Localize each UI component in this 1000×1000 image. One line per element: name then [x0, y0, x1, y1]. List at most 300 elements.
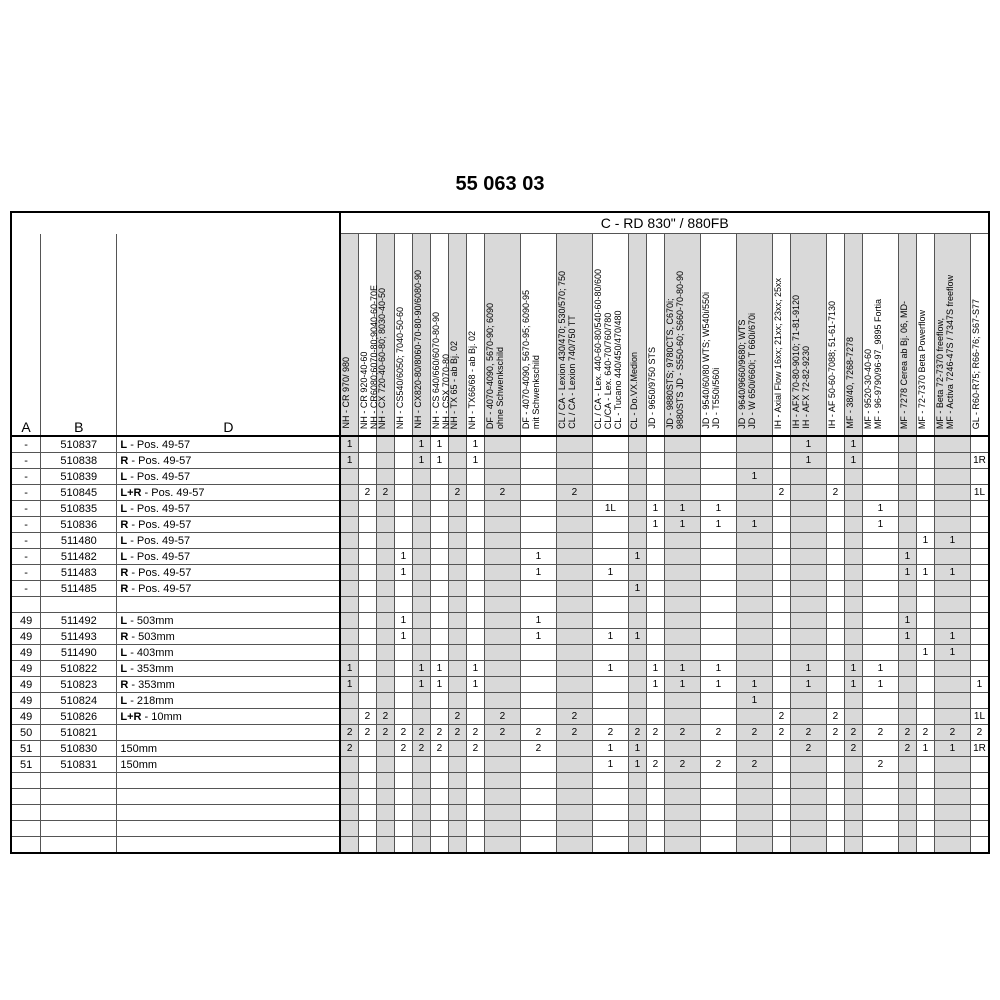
machine-header-c5: [412, 234, 430, 437]
qty-cell-c25: 1: [934, 741, 970, 757]
machine-header-c11: [556, 234, 592, 437]
qty-cell-c1: [340, 837, 358, 854]
qty-cell-c16: [700, 821, 736, 837]
qty-cell-c1: [340, 517, 358, 533]
qty-cell-c20: [826, 837, 844, 854]
qty-cell-c10: [520, 709, 556, 725]
qty-cell-c7: 2: [448, 485, 466, 501]
qty-cell-c5: [412, 501, 430, 517]
qty-cell-c18: [772, 613, 790, 629]
qty-cell-c6: [430, 805, 448, 821]
qty-cell-c12: 1: [592, 565, 628, 581]
qty-cell-c8: [466, 805, 484, 821]
qty-cell-c11: [556, 677, 592, 693]
qty-cell-c7: [448, 533, 466, 549]
qty-cell-c22: [862, 773, 898, 789]
qty-cell-c22: [862, 453, 898, 469]
qty-cell-c16: 2: [700, 725, 736, 741]
qty-cell-c21: [844, 773, 862, 789]
qty-cell-c9: [484, 597, 520, 613]
qty-cell-c15: 2: [664, 725, 700, 741]
cell-a: -: [11, 485, 41, 501]
cell-a: -: [11, 469, 41, 485]
cell-description: [117, 597, 341, 613]
qty-cell-c23: [898, 533, 916, 549]
table-row: [11, 469, 989, 485]
qty-cell-c5: 1: [412, 453, 430, 469]
qty-cell-c1: [340, 789, 358, 805]
qty-cell-c23: 1: [898, 549, 916, 565]
machine-header-label: NH - CS 640/660/6070-80-90 NH - CSX 7070-80: [430, 311, 451, 429]
qty-cell-c19: [790, 645, 826, 661]
qty-cell-c7: [448, 645, 466, 661]
qty-cell-c8: [466, 837, 484, 854]
qty-cell-c15: [664, 773, 700, 789]
description-text: - 218mm: [127, 694, 174, 707]
qty-cell-c9: [484, 533, 520, 549]
cell-a: 49: [11, 613, 41, 629]
cell-a: 49: [11, 709, 41, 725]
qty-cell-c26: [970, 789, 989, 805]
machine-header-label: MF - 38/40, 7268-7278: [844, 337, 855, 429]
machine-header-label: DF - 4070-4090, 5670-90; 6090 ohne Schwenkschild: [484, 302, 505, 429]
qty-cell-c8: [466, 549, 484, 565]
qty-cell-c2: [358, 597, 376, 613]
qty-cell-c10: [520, 581, 556, 597]
qty-cell-c14: 1: [646, 677, 664, 693]
qty-cell-c17: [736, 597, 772, 613]
qty-cell-c17: [736, 629, 772, 645]
cell-a: -: [11, 533, 41, 549]
table-row: [11, 677, 989, 693]
qty-cell-c18: [772, 533, 790, 549]
qty-cell-c21: [844, 501, 862, 517]
qty-cell-c16: 1: [700, 517, 736, 533]
qty-cell-c19: [790, 533, 826, 549]
qty-cell-c4: [394, 693, 412, 709]
qty-cell-c13: [628, 773, 646, 789]
machine-header-c6: [430, 234, 451, 437]
qty-cell-c14: [646, 485, 664, 501]
cell-a: -: [11, 565, 41, 581]
qty-cell-c14: [646, 821, 664, 837]
qty-cell-c22: [862, 436, 898, 453]
machine-header-label: GL - R60-R75; R66-76; S67-S77: [970, 298, 981, 429]
machine-header-label: JD - 9640/9660/9680; WTS JD - W 650i/660i; T 660i/670i: [736, 313, 757, 429]
qty-cell-c11: [556, 773, 592, 789]
machine-header-c21: [844, 234, 862, 437]
qty-cell-c17: [736, 837, 772, 854]
qty-cell-c22: 1: [862, 501, 898, 517]
cell-part-number: 510822: [41, 661, 117, 677]
section-title: C - RD 830" / 880FB: [340, 212, 989, 234]
qty-cell-c11: [556, 661, 592, 677]
qty-cell-c6: 1: [430, 677, 448, 693]
qty-cell-c26: [970, 629, 989, 645]
qty-cell-c21: [844, 693, 862, 709]
table-row: [11, 693, 989, 709]
qty-cell-c5: [412, 837, 430, 854]
cell-part-number: 510835: [41, 501, 117, 517]
qty-cell-c24: [916, 677, 934, 693]
qty-cell-c19: [790, 837, 826, 854]
qty-cell-c3: [376, 549, 394, 565]
description-side: R: [120, 678, 129, 691]
qty-cell-c21: [844, 517, 862, 533]
qty-cell-c17: [736, 709, 772, 725]
qty-cell-c4: [394, 581, 412, 597]
machine-header-c16: [700, 234, 736, 437]
qty-cell-c13: [628, 821, 646, 837]
qty-cell-c21: [844, 709, 862, 725]
qty-cell-c1: [340, 565, 358, 581]
qty-cell-c19: [790, 629, 826, 645]
qty-cell-c2: [358, 645, 376, 661]
qty-cell-c16: [700, 453, 736, 469]
qty-cell-c23: [898, 517, 916, 533]
qty-cell-c24: [916, 821, 934, 837]
qty-cell-c4: [394, 501, 412, 517]
qty-cell-c8: 1: [466, 453, 484, 469]
qty-cell-c16: [700, 565, 736, 581]
qty-cell-c19: [790, 757, 826, 773]
qty-cell-c15: [664, 581, 700, 597]
qty-cell-c10: 1: [520, 565, 556, 581]
qty-cell-c14: 1: [646, 661, 664, 677]
qty-cell-c7: [448, 629, 466, 645]
machine-header-label: NH - CR 970/ 980: [341, 357, 352, 429]
qty-cell-c22: [862, 821, 898, 837]
qty-cell-c5: [412, 693, 430, 709]
qty-cell-c8: 1: [466, 436, 484, 453]
qty-cell-c15: [664, 693, 700, 709]
qty-cell-c12: [592, 821, 628, 837]
qty-cell-c17: [736, 485, 772, 501]
description-side: L: [120, 550, 128, 563]
qty-cell-c16: [700, 469, 736, 485]
qty-cell-c25: [934, 436, 970, 453]
machine-header-c23: [898, 234, 916, 437]
qty-cell-c7: [448, 501, 466, 517]
qty-cell-c23: [898, 757, 916, 773]
qty-cell-c11: [556, 741, 592, 757]
qty-cell-c1: [340, 501, 358, 517]
qty-cell-c17: 1: [736, 677, 772, 693]
qty-cell-c15: [664, 613, 700, 629]
qty-cell-c11: [556, 597, 592, 613]
qty-cell-c8: 1: [466, 677, 484, 693]
qty-cell-c9: [484, 837, 520, 854]
machine-header-c3: [376, 234, 394, 437]
qty-cell-c8: [466, 821, 484, 837]
qty-cell-c13: [628, 805, 646, 821]
qty-cell-c20: [826, 821, 844, 837]
qty-cell-c22: [862, 693, 898, 709]
qty-cell-c3: [376, 581, 394, 597]
qty-cell-c23: [898, 469, 916, 485]
machine-header-label: NH - CS540/6050; 7040-50-60: [394, 306, 405, 429]
compatibility-table-container: [10, 211, 990, 829]
qty-cell-c13: 2: [628, 725, 646, 741]
qty-cell-c9: [484, 789, 520, 805]
table-row: [11, 773, 989, 789]
qty-cell-c3: [376, 773, 394, 789]
qty-cell-c5: [412, 773, 430, 789]
qty-cell-c26: [970, 821, 989, 837]
qty-cell-c16: [700, 629, 736, 645]
qty-cell-c24: 1: [916, 741, 934, 757]
qty-cell-c10: [520, 501, 556, 517]
qty-cell-c16: 2: [700, 757, 736, 773]
machine-header-label: JD - 9540/60/80 WTS; W540i/550i JD - T550i/560i: [700, 292, 721, 429]
qty-cell-c11: [556, 501, 592, 517]
qty-cell-c10: [520, 693, 556, 709]
qty-cell-c26: [970, 661, 989, 677]
qty-cell-c11: [556, 453, 592, 469]
qty-cell-c8: [466, 613, 484, 629]
qty-cell-c2: [358, 581, 376, 597]
qty-cell-c23: [898, 645, 916, 661]
qty-cell-c16: [700, 773, 736, 789]
qty-cell-c9: [484, 613, 520, 629]
qty-cell-c25: 1: [934, 565, 970, 581]
qty-cell-c20: [826, 533, 844, 549]
qty-cell-c9: [484, 565, 520, 581]
qty-cell-c18: [772, 436, 790, 453]
qty-cell-c3: [376, 597, 394, 613]
qty-cell-c6: [430, 517, 448, 533]
qty-cell-c9: [484, 805, 520, 821]
qty-cell-c11: [556, 629, 592, 645]
qty-cell-c18: [772, 453, 790, 469]
qty-cell-c23: 2: [898, 725, 916, 741]
column-label-b: B: [41, 234, 117, 437]
qty-cell-c17: [736, 821, 772, 837]
qty-cell-c4: [394, 709, 412, 725]
qty-cell-c24: [916, 693, 934, 709]
description-side: R: [120, 454, 129, 467]
cell-description: [117, 436, 341, 453]
qty-cell-c6: [430, 533, 448, 549]
qty-cell-c13: [628, 469, 646, 485]
qty-cell-c4: [394, 821, 412, 837]
qty-cell-c2: [358, 677, 376, 693]
qty-cell-c25: [934, 709, 970, 725]
qty-cell-c1: 1: [340, 436, 358, 453]
qty-cell-c8: [466, 629, 484, 645]
qty-cell-c14: [646, 613, 664, 629]
qty-cell-c23: 2: [898, 741, 916, 757]
cell-a: [11, 773, 41, 789]
qty-cell-c23: [898, 693, 916, 709]
qty-cell-c5: 2: [412, 741, 430, 757]
qty-cell-c11: [556, 436, 592, 453]
qty-cell-c12: [592, 613, 628, 629]
qty-cell-c7: 2: [448, 709, 466, 725]
qty-cell-c20: [826, 805, 844, 821]
qty-cell-c4: 1: [394, 565, 412, 581]
description-text: - Pos. 49-57: [127, 534, 191, 547]
qty-cell-c8: [466, 709, 484, 725]
qty-cell-c10: [520, 805, 556, 821]
qty-cell-c24: 1: [916, 533, 934, 549]
qty-cell-c21: [844, 837, 862, 854]
qty-cell-c11: [556, 517, 592, 533]
qty-cell-c21: [844, 821, 862, 837]
qty-cell-c17: [736, 741, 772, 757]
qty-cell-c16: [700, 837, 736, 854]
qty-cell-c22: [862, 549, 898, 565]
table-row: [11, 613, 989, 629]
qty-cell-c24: 2: [916, 725, 934, 741]
qty-cell-c1: [340, 533, 358, 549]
qty-cell-c18: 2: [772, 725, 790, 741]
qty-cell-c10: [520, 533, 556, 549]
qty-cell-c20: [826, 517, 844, 533]
description-side: L+R: [120, 486, 142, 499]
machine-header-c9: [484, 234, 520, 437]
qty-cell-c3: [376, 677, 394, 693]
machine-header-label: IH - Axial Flow 16xx; 21xx; 23xx; 25xx: [772, 277, 783, 429]
qty-cell-c14: [646, 533, 664, 549]
qty-cell-c23: 1: [898, 629, 916, 645]
qty-cell-c9: [484, 581, 520, 597]
qty-cell-c2: 2: [358, 725, 376, 741]
qty-cell-c16: [700, 613, 736, 629]
qty-cell-c3: [376, 805, 394, 821]
qty-cell-c17: [736, 501, 772, 517]
qty-cell-c3: [376, 517, 394, 533]
qty-cell-c12: [592, 436, 628, 453]
qty-cell-c24: [916, 597, 934, 613]
qty-cell-c16: [700, 709, 736, 725]
table-row: [11, 436, 989, 453]
qty-cell-c19: [790, 805, 826, 821]
qty-cell-c9: [484, 661, 520, 677]
table-row: [11, 741, 989, 757]
qty-cell-c25: [934, 613, 970, 629]
qty-cell-c17: 2: [736, 757, 772, 773]
qty-cell-c14: [646, 581, 664, 597]
cell-description: [117, 837, 341, 854]
qty-cell-c15: [664, 469, 700, 485]
qty-cell-c9: [484, 741, 520, 757]
qty-cell-c12: [592, 453, 628, 469]
qty-cell-c18: [772, 693, 790, 709]
machine-header-label: IH - AFX 70-80-9010; 71-81-9120 IH - AFX 72-82-9230: [790, 295, 811, 429]
cell-a: [11, 821, 41, 837]
description-side: L+R: [120, 710, 142, 723]
qty-cell-c1: 1: [340, 661, 358, 677]
qty-cell-c1: [340, 549, 358, 565]
qty-cell-c18: [772, 581, 790, 597]
cell-description: [117, 677, 341, 693]
qty-cell-c26: [970, 581, 989, 597]
cell-part-number: 511480: [41, 533, 117, 549]
qty-cell-c4: [394, 436, 412, 453]
description-text: - Pos. 49-57: [128, 454, 192, 467]
qty-cell-c8: [466, 693, 484, 709]
qty-cell-c14: [646, 805, 664, 821]
qty-cell-c3: [376, 501, 394, 517]
qty-cell-c24: [916, 581, 934, 597]
qty-cell-c12: [592, 709, 628, 725]
description-text: - Pos. 49-57: [127, 438, 191, 451]
machine-header-c20: [826, 234, 844, 437]
qty-cell-c13: [628, 837, 646, 854]
qty-cell-c4: [394, 789, 412, 805]
qty-cell-c24: [916, 453, 934, 469]
qty-cell-c12: 2: [592, 725, 628, 741]
qty-cell-c6: [430, 837, 448, 854]
qty-cell-c7: [448, 821, 466, 837]
cell-part-number: [41, 773, 117, 789]
qty-cell-c11: [556, 581, 592, 597]
qty-cell-c13: [628, 709, 646, 725]
qty-cell-c17: [736, 773, 772, 789]
qty-cell-c14: [646, 709, 664, 725]
machine-header-c2: [358, 234, 379, 437]
cell-a: 51: [11, 757, 41, 773]
qty-cell-c14: 1: [646, 501, 664, 517]
cell-part-number: 511483: [41, 565, 117, 581]
qty-cell-c11: [556, 533, 592, 549]
qty-cell-c24: [916, 773, 934, 789]
qty-cell-c12: [592, 773, 628, 789]
qty-cell-c24: [916, 501, 934, 517]
qty-cell-c5: [412, 485, 430, 501]
qty-cell-c17: [736, 581, 772, 597]
machine-header-c18: [772, 234, 790, 437]
qty-cell-c20: 2: [826, 725, 844, 741]
qty-cell-c18: [772, 629, 790, 645]
cell-description: [117, 805, 341, 821]
qty-cell-c1: 2: [340, 725, 358, 741]
qty-cell-c22: 2: [862, 757, 898, 773]
description-side: R: [120, 630, 129, 643]
qty-cell-c12: [592, 517, 628, 533]
qty-cell-c26: [970, 645, 989, 661]
qty-cell-c26: [970, 501, 989, 517]
description-text: - Pos. 49-57: [128, 582, 192, 595]
qty-cell-c17: 1: [736, 517, 772, 533]
qty-cell-c18: [772, 837, 790, 854]
machine-header-c15: [664, 234, 700, 437]
qty-cell-c15: 1: [664, 501, 700, 517]
qty-cell-c3: [376, 789, 394, 805]
description-text: - 353mm: [128, 678, 175, 691]
qty-cell-c3: 2: [376, 709, 394, 725]
qty-cell-c5: [412, 517, 430, 533]
qty-cell-c14: [646, 597, 664, 613]
machine-header-c17: [736, 234, 772, 437]
description-side: L: [120, 470, 128, 483]
qty-cell-c25: [934, 549, 970, 565]
qty-cell-c25: [934, 837, 970, 854]
qty-cell-c3: [376, 613, 394, 629]
qty-cell-c16: [700, 741, 736, 757]
qty-cell-c16: [700, 805, 736, 821]
qty-cell-c24: [916, 436, 934, 453]
qty-cell-c6: 1: [430, 661, 448, 677]
qty-cell-c14: [646, 693, 664, 709]
cell-description: [117, 645, 341, 661]
qty-cell-c4: [394, 757, 412, 773]
qty-cell-c20: [826, 741, 844, 757]
qty-cell-c17: 1: [736, 693, 772, 709]
qty-cell-c12: [592, 645, 628, 661]
qty-cell-c12: [592, 485, 628, 501]
